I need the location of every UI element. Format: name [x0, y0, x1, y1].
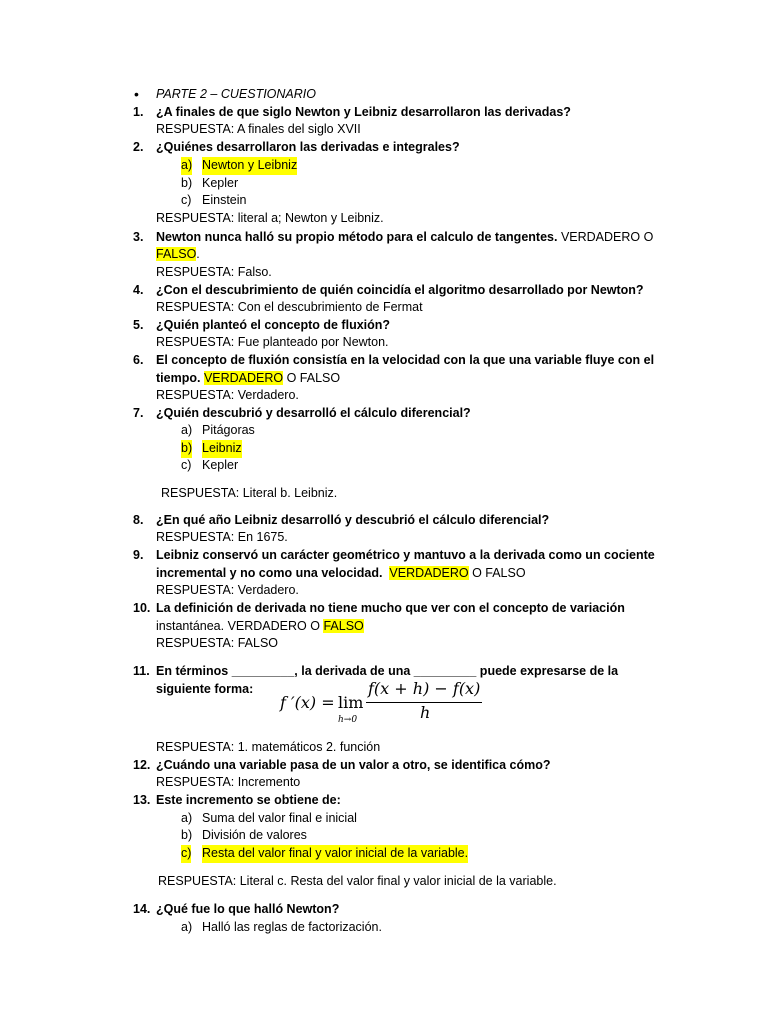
question-number: 6.: [133, 353, 144, 367]
answer-text: RESPUESTA: Falso.: [156, 265, 272, 279]
option-label: a): [181, 423, 193, 437]
derivative-formula: [280, 680, 490, 724]
option-label: b): [181, 828, 193, 842]
option-text: Halló las reglas de factorización.: [202, 920, 382, 934]
question-number: 7.: [133, 406, 144, 420]
question-text: ¿A finales de que siglo Newton y Leibniz desarrollaron las derivadas?: [156, 105, 571, 119]
bullet-icon: •: [134, 86, 139, 102]
question-text: Este incremento se obtiene de:: [156, 793, 341, 807]
question-text: ¿Con el descubrimiento de quién coincidía el algoritmo desarrollado por Newton?: [156, 283, 644, 297]
question-text: tiempo.: [156, 371, 201, 385]
answer-text: RESPUESTA: Literal c. Resta del valor final y valor inicial de la variable.: [158, 874, 557, 888]
question-text: ¿Quién planteó el concepto de fluxión?: [156, 318, 391, 332]
period: .: [196, 247, 200, 261]
option-label: b): [181, 440, 192, 458]
formula-numerator: f(x + h) − f(x): [368, 679, 481, 698]
option-falso-highlighted: FALSO: [323, 619, 364, 633]
option-falso-highlighted: FALSO: [156, 247, 197, 261]
question-number: 12.: [133, 758, 151, 772]
option-text: Leibniz: [202, 440, 242, 458]
option-text: Suma del valor final e inicial: [202, 811, 357, 825]
option-verdadero-highlighted: VERDADERO: [389, 566, 469, 580]
answer-text: RESPUESTA: Literal b. Leibniz.: [161, 486, 338, 500]
question-text: ¿Quién descubrió y desarrolló el cálculo diferencial?: [156, 406, 471, 420]
question-number: 11.: [133, 664, 150, 678]
question-number: 2.: [133, 140, 144, 154]
question-text: incremental y no como una velocidad.: [156, 566, 383, 580]
answer-text: RESPUESTA: FALSO: [156, 636, 279, 650]
question-number: 4.: [133, 283, 144, 297]
formula-lim-subscript: h→0: [338, 715, 358, 725]
answer-text: RESPUESTA: Con el descubrimiento de Fermat: [156, 300, 423, 314]
question-text: siguiente forma:: [156, 682, 254, 696]
question-text: Newton nunca halló su propio método para el calculo de tangentes.: [156, 230, 558, 244]
question-text: ¿En qué año Leibniz desarrolló y descubrió el cálculo diferencial?: [156, 513, 550, 527]
question-number: 1.: [133, 105, 144, 119]
option-text: Kepler: [202, 458, 239, 472]
answer-text: RESPUESTA: Incremento: [156, 775, 301, 789]
question-text: ¿Cuándo una variable pasa de un valor a otro, se identifica cómo?: [156, 758, 551, 772]
formula-denominator: h: [420, 703, 431, 722]
answer-text: RESPUESTA: Verdadero.: [156, 583, 299, 597]
option-label: a): [181, 157, 192, 175]
question-text: ¿Quiénes desarrollaron las derivadas e integrales?: [156, 140, 460, 154]
option-verdadero: VERDADERO O: [560, 230, 654, 244]
option-text: Pitágoras: [202, 423, 255, 437]
option-text: División de valores: [202, 828, 307, 842]
question-text: ¿Qué fue lo que halló Newton?: [156, 902, 340, 916]
option-label: c): [181, 845, 191, 863]
question-number: 8.: [133, 513, 144, 527]
answer-text: RESPUESTA: Fue planteado por Newton.: [156, 335, 389, 349]
question-text: instantánea. VERDADERO O: [156, 619, 320, 633]
question-text: La definición de derivada no tiene mucho que ver con el concepto de variación: [156, 601, 625, 615]
question-number: 9.: [133, 548, 144, 562]
question-number: 3.: [133, 230, 144, 244]
option-label: a): [181, 920, 193, 934]
option-label: c): [181, 458, 192, 472]
option-text: Resta del valor final y valor inicial de la variable.: [202, 845, 468, 863]
answer-text: RESPUESTA: 1. matemáticos 2. función: [156, 740, 381, 754]
question-number: 5.: [133, 318, 144, 332]
formula-lim: lim: [338, 693, 364, 712]
question-number: 10.: [133, 601, 151, 615]
section-title: PARTE 2 – CUESTIONARIO: [156, 87, 316, 101]
option-falso: O FALSO: [286, 371, 341, 385]
option-text: Newton y Leibniz: [202, 157, 297, 175]
option-falso: O FALSO: [472, 566, 526, 580]
answer-text: RESPUESTA: literal a; Newton y Leibniz.: [156, 211, 384, 225]
formula-lhs: f ′(x) =: [280, 693, 335, 712]
option-text: Kepler: [202, 176, 239, 190]
option-label: a): [181, 811, 193, 825]
option-label: c): [181, 193, 192, 207]
question-number: 14.: [133, 902, 151, 916]
question-number: 13.: [133, 793, 151, 807]
option-verdadero-highlighted: VERDADERO: [203, 371, 284, 385]
option-label: b): [181, 176, 193, 190]
question-text: En términos _________, la derivada de una _________ puede expresarse de la: [156, 664, 619, 678]
question-text: El concepto de fluxión consistía en la velocidad con la que una variable fluye con el: [156, 353, 655, 367]
answer-text: RESPUESTA: En 1675.: [156, 530, 288, 544]
option-text: Einstein: [202, 193, 247, 207]
question-text: Leibniz conservó un carácter geométrico y mantuvo a la derivada como un cociente: [156, 548, 655, 562]
answer-text: RESPUESTA: A finales del siglo XVII: [156, 122, 361, 136]
answer-text: RESPUESTA: Verdadero.: [156, 388, 299, 402]
